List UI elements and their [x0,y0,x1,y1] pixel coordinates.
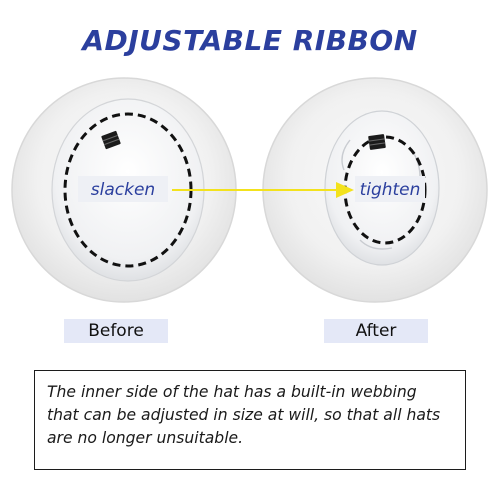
before-tag: Before [64,319,168,343]
slacken-label: slacken [90,180,156,200]
tighten-label: tighten [359,180,421,200]
page-title: ADJUSTABLE RIBBON [82,24,418,57]
after-tag: After [324,319,428,343]
description-text: The inner side of the hat has a built-in webbing that can be adjusted in size at will, so that all hats are no longer unsuitable. [47,383,441,447]
buckle-icon [368,134,386,150]
description-box [34,370,466,470]
